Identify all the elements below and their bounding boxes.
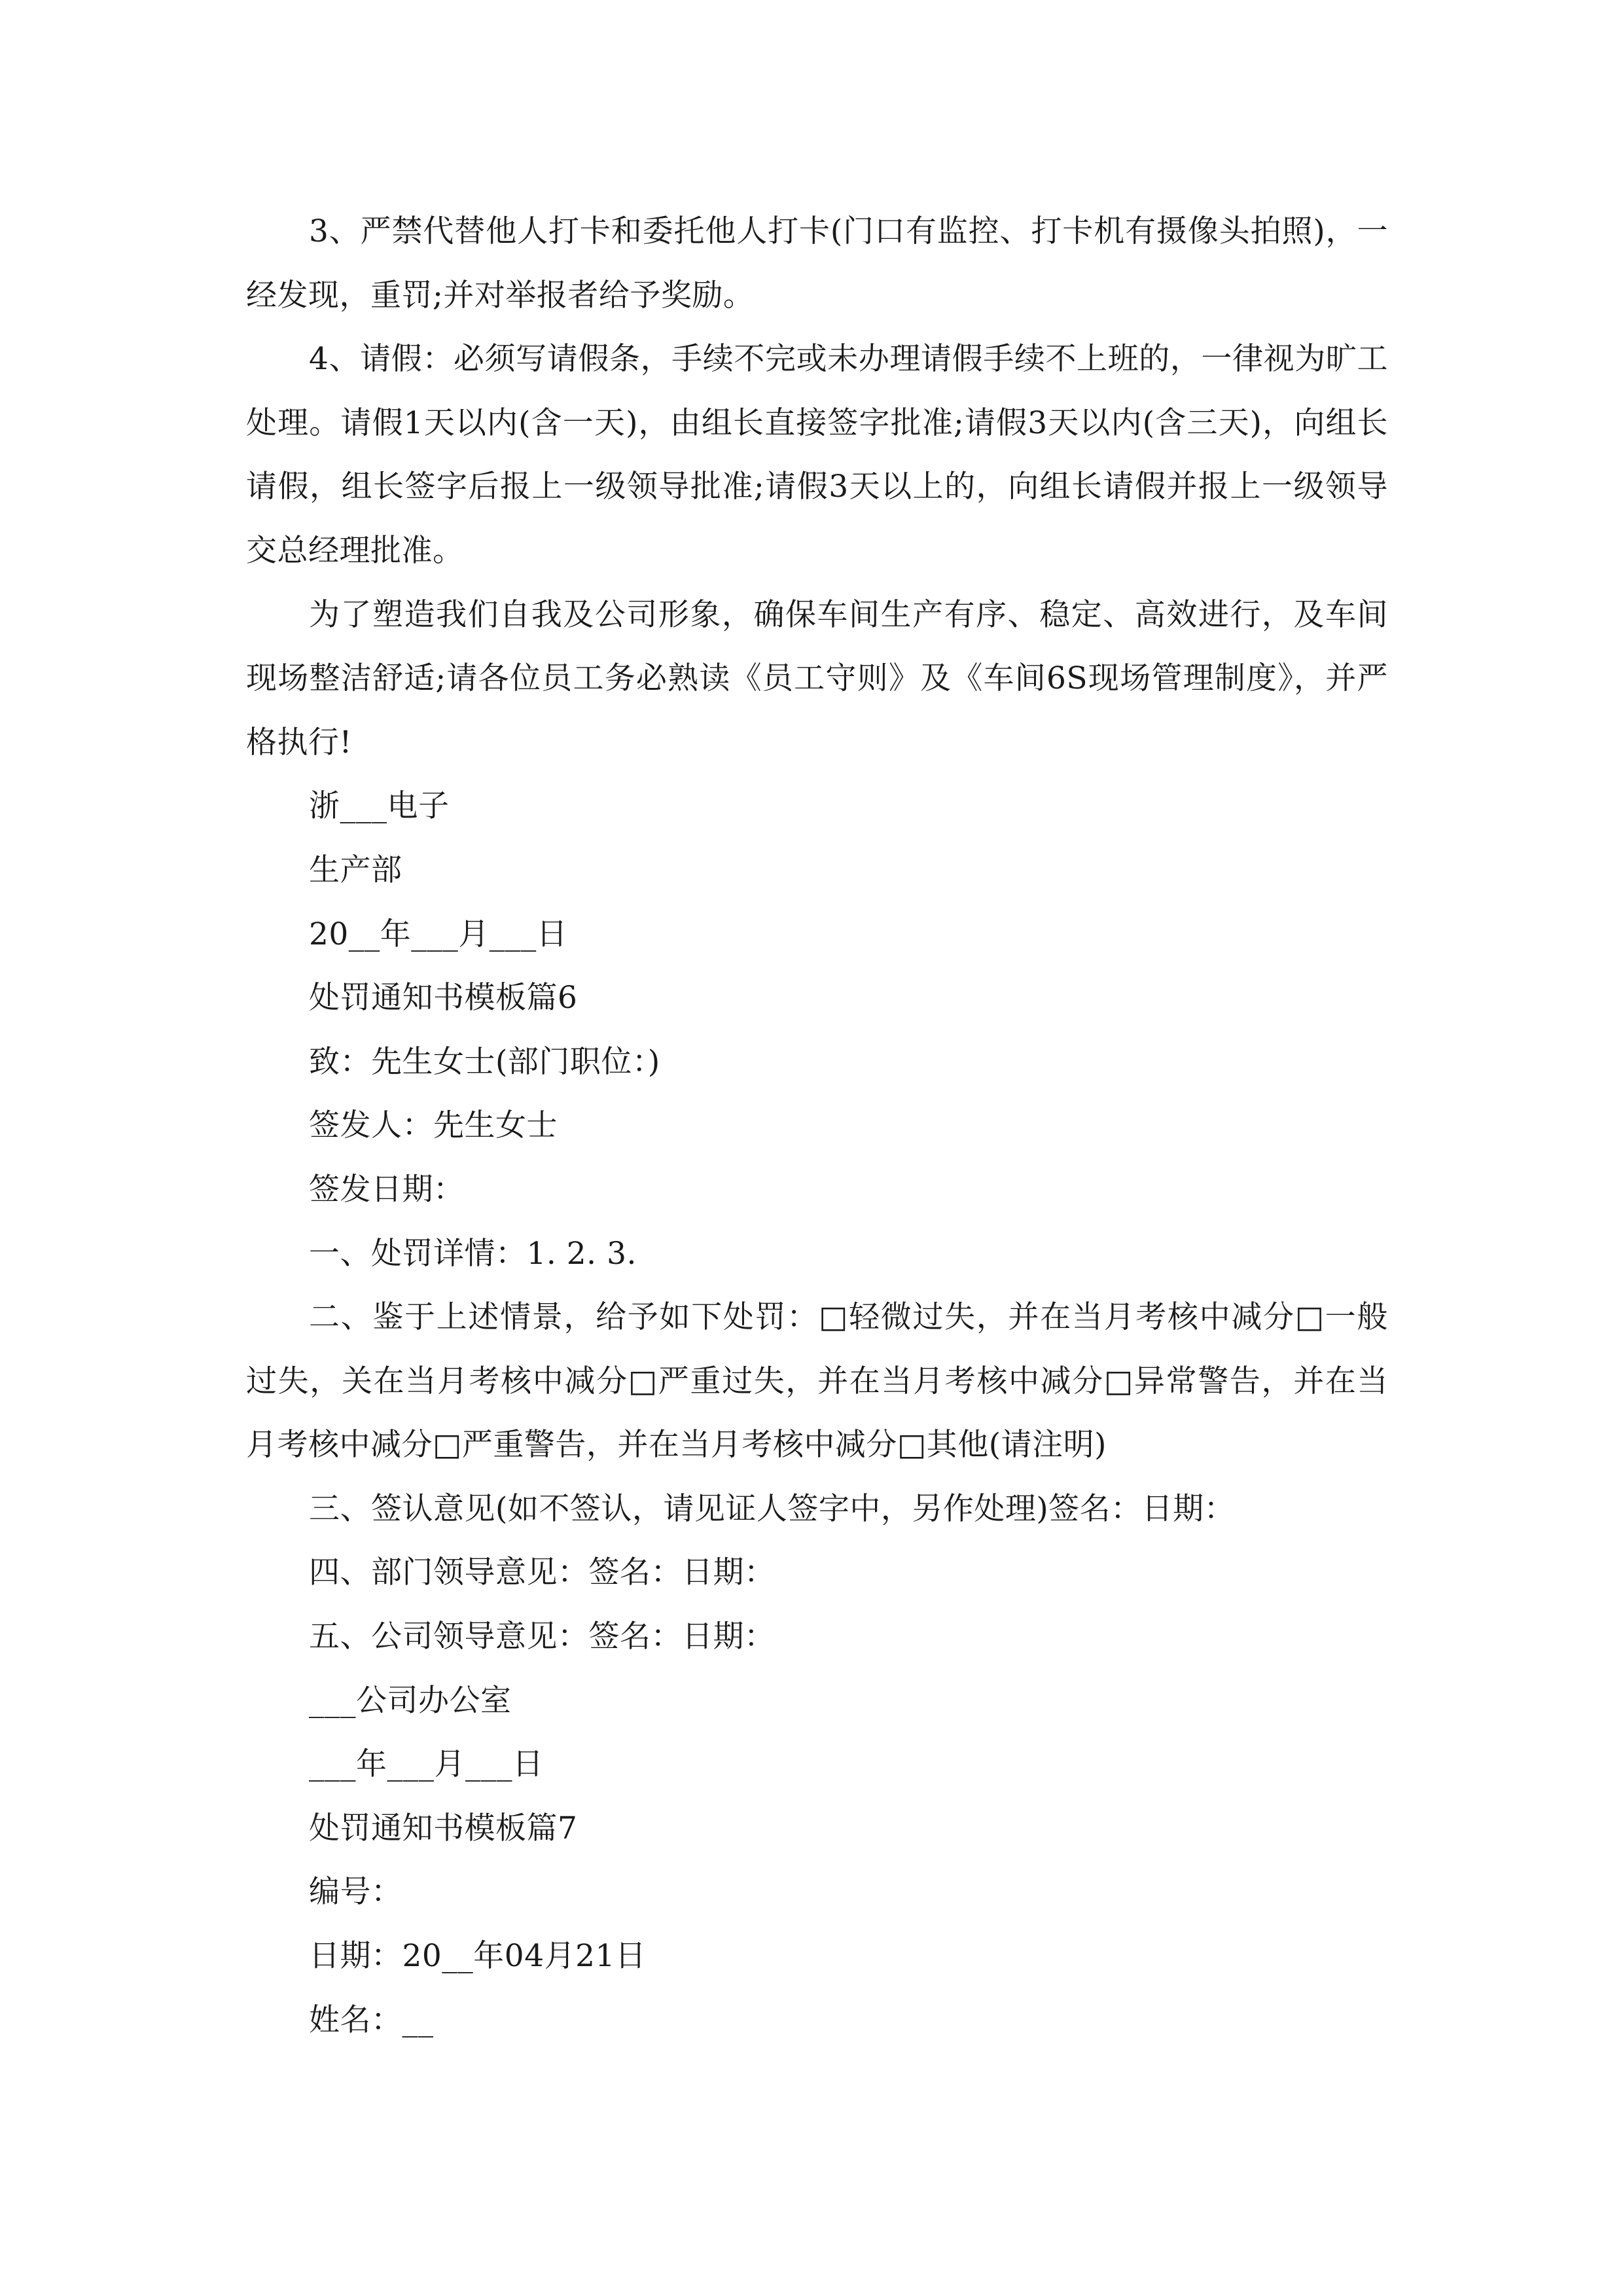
date-value-line: 日期：20__年04月21日 — [309, 1938, 647, 1975]
penalty-details-line: 一、处罚详情：1. 2. 3. — [309, 1235, 637, 1272]
company-name-line: 浙___电子 — [309, 788, 450, 825]
department-line: 生产部 — [309, 852, 402, 888]
department-leader-opinion-line: 四、部门领导意见：签名：日期： — [309, 1554, 776, 1591]
penalty-options-paragraph: 二、鉴于上述情景，给予如下处罚：□轻微过失，并在当月考核中减分□一般过失，关在当月考核中减分□严重过失，并在当月考核中减分□异常警告，并在当月考核中减分□严重警告，并在当月考核中减分□其他(请注明) — [246, 1299, 1388, 1463]
paragraph-closing-notice: 为了塑造我们自我及公司形象，确保车间生产有序、稳定、高效进行，及车间现场整洁舒适;请各位员工务必熟读《员工守则》及《车间6S现场管理制度》，并严格执行! — [246, 596, 1388, 761]
office-date-line: ___年___月___日 — [309, 1746, 544, 1783]
number-line: 编号： — [309, 1874, 402, 1910]
acknowledgement-line: 三、签认意见(如不签认，请见证人签字中，另作处理)签名：日期： — [309, 1490, 1236, 1527]
section-heading-7: 处罚通知书模板篇7 — [309, 1810, 578, 1846]
company-leader-opinion-line: 五、公司领导意见：签名：日期： — [309, 1619, 776, 1655]
section-heading-6: 处罚通知书模板篇6 — [309, 980, 578, 1016]
issue-date-line: 签发日期： — [309, 1171, 465, 1208]
recipient-line: 致：先生女士(部门职位：) — [309, 1043, 660, 1080]
paragraph-item-4-leave: 4、请假：必须写请假条，手续不完或未办理请假手续不上班的，一律视为旷工处理。请假1天以内(含一天)，由组长直接签字批准;请假3天以内(含三天)，向组长请假，组长签字后报上一级领导批准;请假3天以上的，向组长请假并报上一级领导交总经理批准。 — [246, 341, 1388, 569]
issuer-line: 签发人：先生女士 — [309, 1107, 558, 1144]
document-body — [246, 200, 1388, 2052]
name-line: 姓名：__ — [309, 2001, 434, 2038]
date-line: 20__年___月___日 — [309, 916, 568, 952]
company-office-line: ___公司办公室 — [309, 1682, 512, 1719]
paragraph-item-3: 3、严禁代替他人打卡和委托他人打卡(门口有监控、打卡机有摄像头拍照)，一经发现，重罚;并对举报者给予奖励。 — [246, 213, 1388, 314]
